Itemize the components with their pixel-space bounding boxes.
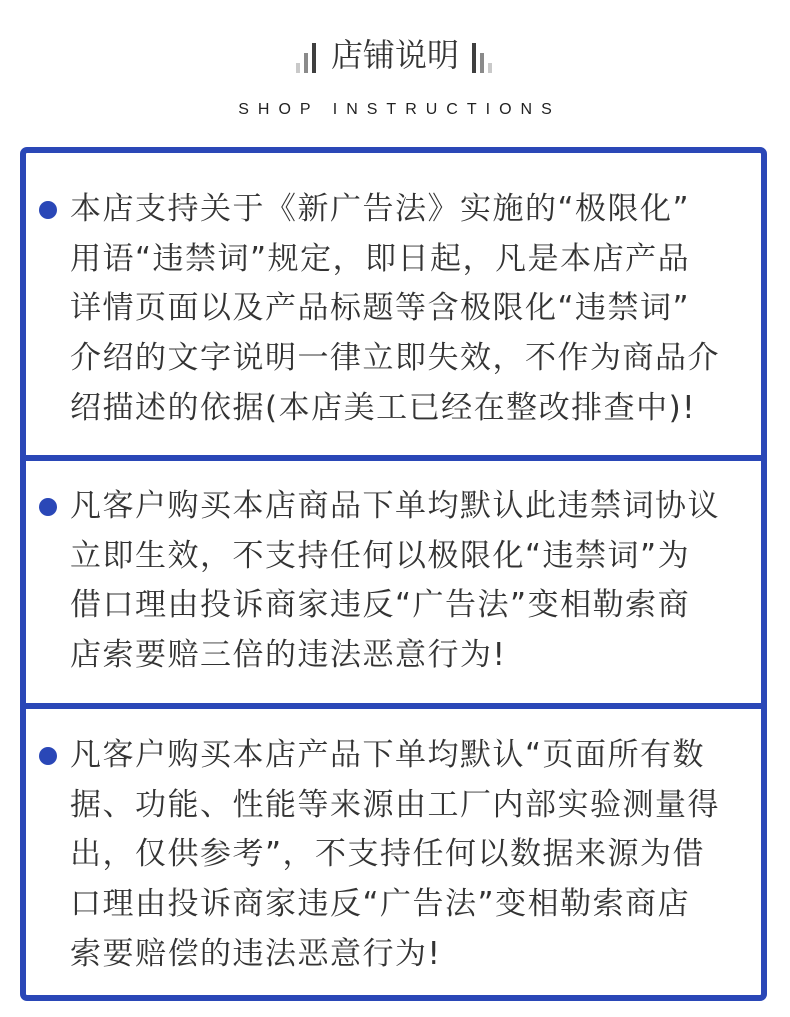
text-line: 立即生效，不支持任何以极限化“违禁词”为 bbox=[70, 537, 691, 574]
text-line: 用语“违禁词”规定，即日起，凡是本店产品 bbox=[70, 240, 691, 277]
text-line: 绍描述的依据(本店美工已经在整改排查中)! bbox=[70, 389, 697, 426]
notice-section-banned-words-agreement bbox=[26, 461, 761, 709]
bar-short bbox=[488, 63, 492, 73]
signal-bars-icon bbox=[472, 43, 494, 73]
page-header bbox=[0, 32, 790, 78]
text-line: 店索要赔三倍的违法恶意行为! bbox=[70, 637, 507, 674]
bullet-dot-icon bbox=[39, 201, 57, 219]
text-line: 详情页面以及产品标题等含极限化“违禁词” bbox=[70, 290, 691, 327]
text-line: 据、功能、性能等来源由工厂内部实验测量得 bbox=[70, 786, 720, 823]
instructions-box bbox=[20, 147, 767, 1001]
text-line: 凡客户购买本店商品下单均默认此违禁词协议 bbox=[70, 488, 720, 524]
page-subtitle: SHOP INSTRUCTIONS bbox=[238, 101, 561, 118]
bullet-dot-icon bbox=[39, 498, 57, 516]
page-title: 店铺说明 bbox=[330, 36, 459, 74]
text-line: 凡客户购买本店产品下单均默认“页面所有数 bbox=[70, 737, 706, 773]
text-line: 索要赔偿的违法恶意行为! bbox=[70, 935, 442, 972]
text-line: 本店支持关于《新广告法》实施的“极限化” bbox=[70, 191, 691, 227]
bar-tall bbox=[312, 43, 316, 73]
bar-medium bbox=[480, 53, 484, 73]
signal-bars-icon bbox=[296, 43, 318, 73]
bar-medium bbox=[304, 53, 308, 73]
text-line: 口理由投诉商家违反“广告法”变相勒索商店 bbox=[70, 886, 691, 923]
notice-section-data-source bbox=[26, 709, 761, 995]
bullet-dot-icon bbox=[39, 747, 57, 765]
text-line: 出，仅供参考”，不支持任何以数据来源为借 bbox=[70, 836, 706, 873]
notice-section-advertising-law bbox=[26, 153, 761, 461]
text-line: 借口理由投诉商家违反“广告法”变相勒索商 bbox=[70, 587, 691, 624]
bar-tall bbox=[472, 43, 476, 73]
text-line: 介绍的文字说明一律立即失效，不作为商品介 bbox=[70, 340, 720, 377]
bar-short bbox=[296, 63, 300, 73]
